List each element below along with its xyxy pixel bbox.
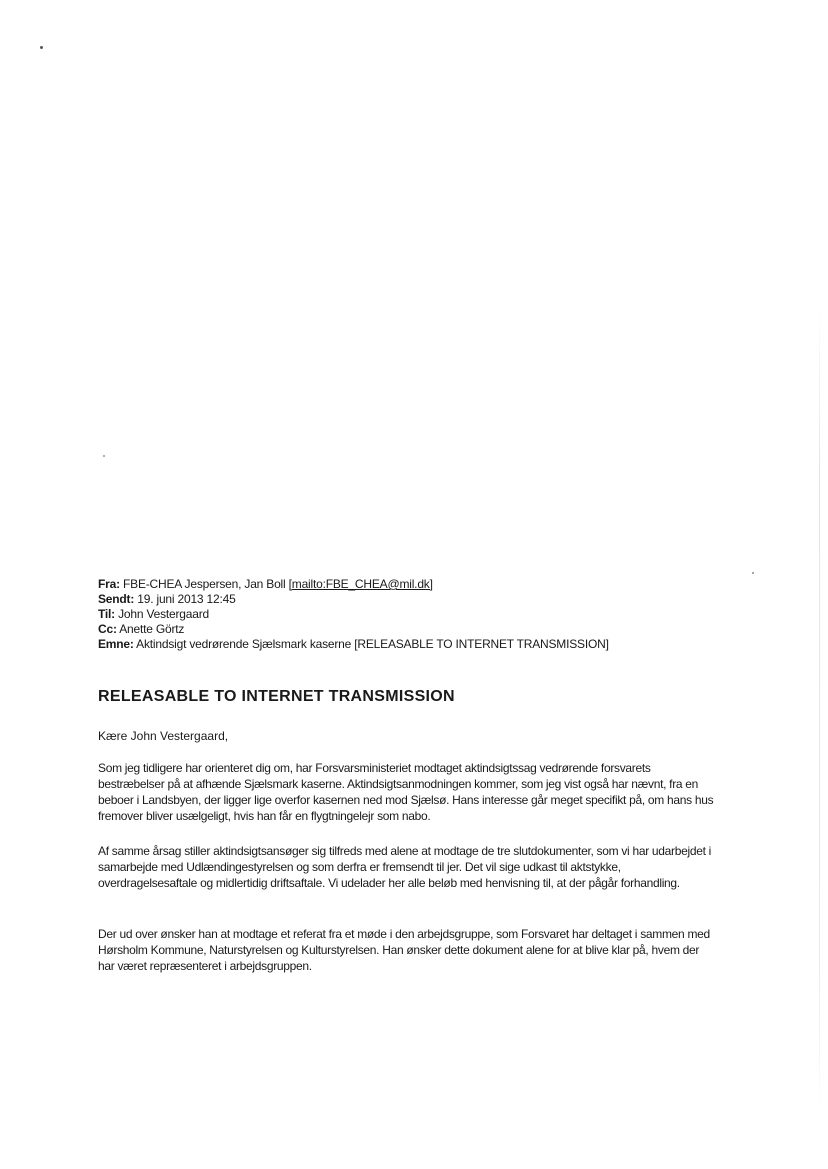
subject-value: Aktindsigt vedrørende Sjælsmark kaserne [RELEASABLE TO INTERNET TRANSMISSION] [136, 637, 609, 651]
sent-value: 19. juni 2013 12:45 [137, 592, 236, 606]
greeting: Kære John Vestergaard, [98, 729, 229, 743]
to-line [98, 607, 738, 622]
sent-line [98, 592, 738, 607]
from-mailto-link[interactable]: [mailto:FBE_CHEA@mil.dk] [288, 577, 433, 591]
from-label: Fra: [98, 577, 120, 591]
body-paragraph-3: Der ud over ønsker han at modtage et referat fra et møde i den arbejdsgruppe, som Forsvaret har deltaget i sammen med Hørsholm Kommune, Naturstyrelsen og Kulturstyrelsen. Han ønsker dette dokument alene for at blive klar på, hvem der har været repræsenteret i arbejdsgruppen. [98, 927, 710, 973]
subject-line [98, 637, 738, 652]
to-label: Til: [98, 607, 115, 621]
body-paragraph-2: Af samme årsag stiller aktindsigtsansøger sig tilfreds med alene at modtage de tre slutdokumenter, som vi har udarbejdet i samarbejde med Udlændingestyrelsen og som derfra er fremsendt til jer. Det vil sige udkast til aktstykke, overdragelsesaftale og midlertidig driftsaftale. Vi udelader her alle beløb med henvisning til, at der pågår forhandling. [98, 844, 712, 890]
cc-label: Cc: [98, 622, 117, 636]
from-line [98, 577, 738, 592]
email-header [98, 577, 738, 652]
scan-speck [103, 455, 105, 457]
body-paragraph-1: Som jeg tidligere har orienteret dig om, har Forsvarsministeriet modtaget aktindsigtssag vedrørende forsvarets bestræbelser på at afhænde Sjælsmark kaserne. Aktindsigtsanmodningen kommer, som jeg vist også har nævnt, fra en beboer i Landsbyen, der ligger lige overfor kasernen ned mod Sjælsø. Hans interesse går meget specifikt på, om hans hus fremover bliver usælgeligt, hvis han får en flygtningelejr som nabo. [98, 761, 714, 823]
scan-edge-shadow [819, 300, 820, 1120]
from-value: FBE-CHEA Jespersen, Jan Boll [123, 577, 286, 591]
subject-label: Emne: [98, 637, 134, 651]
scan-speck [752, 572, 754, 574]
to-value: John Vestergaard [118, 607, 209, 621]
release-title: RELEASABLE TO INTERNET TRANSMISSION [98, 688, 455, 705]
scan-speck [40, 46, 43, 49]
sent-label: Sendt: [98, 592, 135, 606]
cc-line [98, 622, 738, 637]
cc-value: Anette Görtz [119, 622, 185, 636]
